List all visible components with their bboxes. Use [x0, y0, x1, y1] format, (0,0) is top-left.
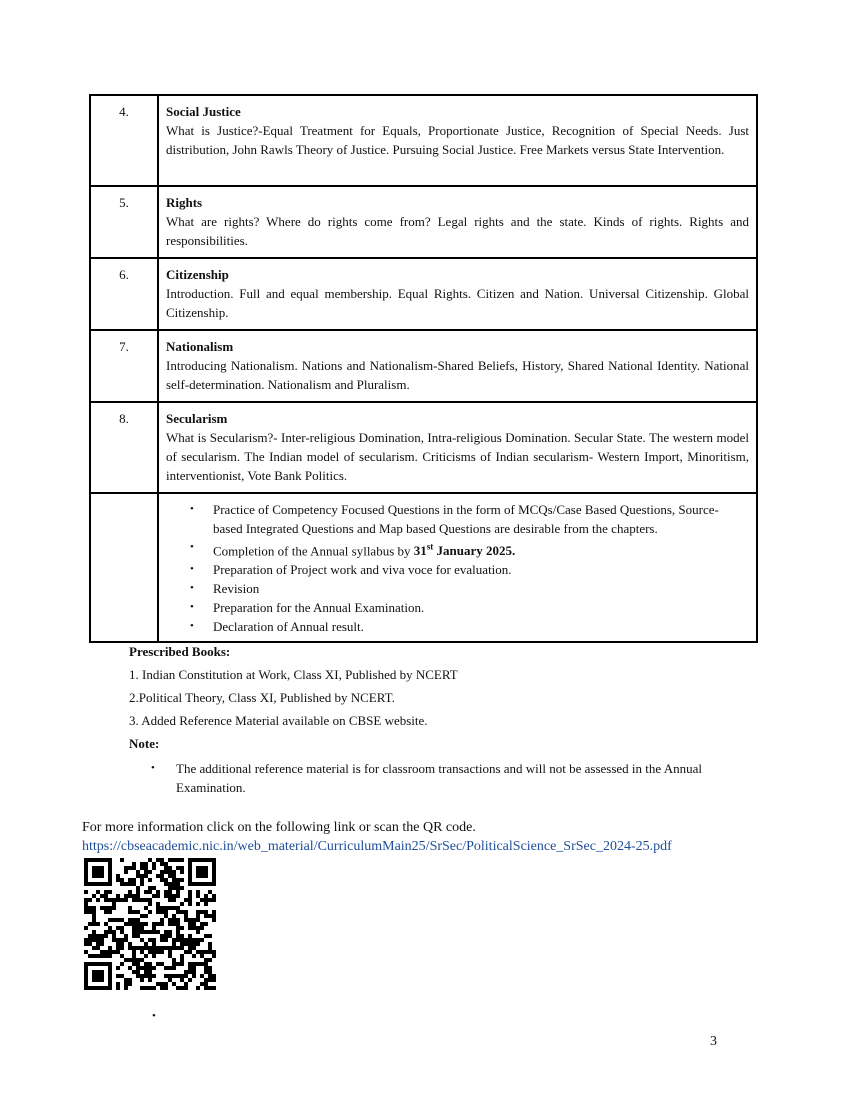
syllabus-pdf-link[interactable]: https://cbseacademic.nic.in/web_material/CurriculumMain25/SrSec/PoliticalScience_SrSec_2024-25.pdf: [82, 839, 672, 854]
list-item: [129, 759, 769, 797]
unit-number: 6.: [90, 258, 158, 330]
unit-title: Social Justice: [166, 104, 241, 119]
note-text: The additional reference material is for classroom transactions and will not be assessed in the Annual Examination.: [176, 761, 702, 795]
bullet-icon: •: [151, 762, 155, 774]
unit-content: [158, 186, 757, 258]
unit-content: [158, 258, 757, 330]
unit-number: 5.: [90, 186, 158, 258]
unit-title: Rights: [166, 195, 203, 210]
unit-description: Introducing Nationalism. Nations and Nationalism-Shared Beliefs, History, Shared National Identity. National self-determination. Nationalism and Pluralism.: [166, 358, 749, 392]
book-item: 1. Indian Constitution at Work, Class XI, Published by NCERT: [129, 667, 458, 682]
note-list: [129, 759, 769, 797]
qr-code-icon[interactable]: [84, 858, 216, 990]
activities-list: [179, 500, 748, 636]
unit-number: 4.: [90, 95, 158, 186]
list-item-text: Practice of Competency Focused Questions in the form of MCQs/Case Based Questions, Source-based Integrated Questions and Map based Questions are desirable from the chapters.: [213, 502, 719, 536]
unit-content: [158, 402, 757, 493]
activities-cell: [158, 493, 757, 642]
unit-description: What is Justice?-Equal Treatment for Equals, Proportionate Justice, Recognition of Special Needs. Just distribution, John Rawls Theory of Justice. Pursuing Social Justice. Free Markets versus State Intervention.: [166, 123, 749, 157]
page-number: 3: [710, 1034, 717, 1049]
unit-title: Nationalism: [166, 339, 234, 354]
table-row: [90, 95, 757, 186]
more-info-section: [82, 818, 672, 856]
prescribed-books-section: [129, 644, 769, 797]
list-item: [179, 598, 748, 617]
syllabus-table: [89, 94, 758, 643]
unit-number-empty: [90, 493, 158, 642]
bullet-icon: •: [190, 541, 194, 553]
list-item: [179, 538, 748, 560]
unit-number: 8.: [90, 402, 158, 493]
table-row: [90, 258, 757, 330]
table-row: [90, 186, 757, 258]
book-item: 3. Added Reference Material available on CBSE website.: [129, 713, 428, 728]
note-heading: Note:: [129, 736, 160, 751]
unit-description: What is Secularism?- Inter-religious Domination, Intra-religious Domination. Secular State. The western model of secularism. The Indian model of secularism. Criticisms of Indian secularism- Western Import, Minoritism, interventionist, Vote Bank Politics.: [166, 430, 749, 483]
prescribed-books-heading: Prescribed Books:: [129, 644, 231, 659]
list-item-text: Declaration of Annual result.: [213, 619, 364, 635]
deadline-date: [414, 543, 515, 558]
table-row: [90, 402, 757, 493]
bullet-icon: •: [190, 563, 194, 576]
unit-title: Citizenship: [166, 267, 229, 282]
table-row: [90, 493, 757, 642]
unit-content: [158, 330, 757, 402]
unit-description: What are rights? Where do rights come from? Legal rights and the state. Kinds of rights. Rights and responsibilities.: [166, 214, 749, 248]
bullet-icon: •: [190, 503, 194, 515]
list-item: [179, 500, 748, 538]
bullet-icon: •: [190, 601, 194, 614]
unit-title: Secularism: [166, 411, 228, 426]
deadline-suffix: st: [426, 542, 434, 552]
more-info-text: For more information click on the following link or scan the QR code.: [82, 820, 476, 835]
bullet-icon: •: [190, 620, 194, 633]
bullet-icon: •: [190, 582, 194, 595]
list-item-text: Completion of the Annual syllabus by: [213, 543, 414, 559]
list-item-text: Preparation of Project work and viva voce for evaluation.: [213, 562, 512, 578]
unit-number: 7.: [90, 330, 158, 402]
unit-description: Introduction. Full and equal membership. Equal Rights. Citizen and Nation. Universal Citizenship. Global Citizenship.: [166, 286, 749, 320]
book-item: 2.Political Theory, Class XI, Published by NCERT.: [129, 690, 395, 705]
list-item: [179, 617, 748, 636]
deadline-day: 31: [413, 543, 427, 559]
list-item-text: Preparation for the Annual Examination.: [213, 600, 425, 616]
deadline-month-year: January 2025.: [433, 543, 516, 559]
list-item: [179, 579, 748, 598]
bullet-icon: •: [152, 1010, 156, 1022]
unit-content: [158, 95, 757, 186]
list-item-text: Revision: [213, 581, 260, 597]
list-item: [179, 560, 748, 579]
table-row: [90, 330, 757, 402]
